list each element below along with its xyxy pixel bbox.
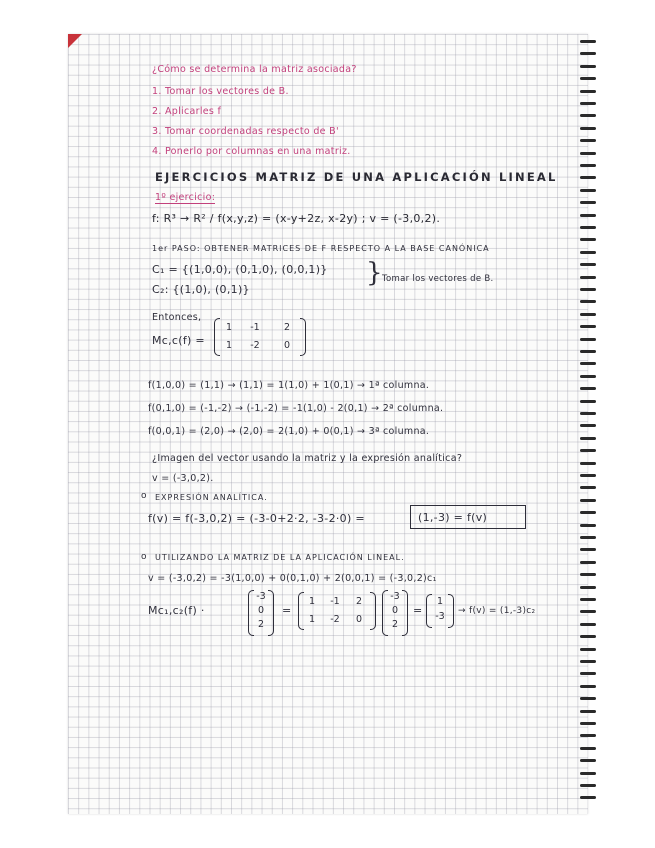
spiral-ring	[580, 226, 596, 229]
spiral-ring	[580, 176, 596, 179]
matrix-cell: -1	[330, 596, 340, 607]
vector-right-bracket	[268, 590, 274, 636]
spiral-ring	[580, 796, 596, 799]
spiral-ring	[580, 672, 596, 675]
analytic-title: EXPRESIÓN ANALÍTICA.	[155, 493, 268, 502]
function-definition: f: R³ → R² / f(x,y,z) = (x-y+2z, x-2y) ; v = (-3,0,2).	[152, 212, 441, 225]
spiral-ring	[580, 722, 596, 725]
vector-cell: 0	[257, 605, 265, 616]
vector-right-bracket	[402, 590, 408, 636]
question-heading: ¿Cómo se determina la matriz asociada?	[152, 64, 357, 75]
spiral-ring	[580, 40, 596, 43]
vector-cell: -3	[256, 591, 266, 602]
matrix-right-bracket	[370, 592, 376, 630]
spiral-ring	[580, 747, 596, 750]
step-4: 4. Ponerlo por columnas en una matriz.	[152, 146, 351, 157]
vector-cell: 2	[257, 619, 265, 630]
vector-right-bracket	[448, 594, 454, 628]
matrix-cell: -2	[330, 614, 340, 625]
vector-v	[248, 590, 274, 636]
matrix-left-bracket	[298, 592, 304, 630]
spiral-ring	[580, 635, 596, 638]
spiral-ring	[580, 77, 596, 80]
curly-brace: }	[366, 258, 383, 288]
image-line-2: f(0,1,0) = (-1,-2) → (-1,-2) = -1(1,0) - 2(0,1) → 2ª columna.	[148, 403, 444, 414]
spiral-ring	[580, 548, 596, 551]
spiral-ring	[580, 412, 596, 415]
vector-v-2	[382, 590, 408, 636]
matrix-left-bracket	[214, 318, 220, 356]
step-2: 2. Aplicarles f	[152, 106, 222, 117]
spiral-ring	[580, 524, 596, 527]
spiral-ring	[580, 685, 596, 688]
v-decomposition: v = (-3,0,2) = -3(1,0,0) + 0(0,1,0) + 2(0,0,1) = (-3,0,2)c₁	[148, 573, 437, 584]
basis-c2: C₂: {(1,0), (0,1)}	[152, 283, 250, 296]
entonces-text: Entonces,	[152, 312, 202, 323]
step-3: 3. Tomar coordenadas respecto de B'	[152, 126, 339, 137]
bullet-icon: o	[141, 491, 147, 501]
spiral-ring	[580, 152, 596, 155]
spiral-ring	[580, 710, 596, 713]
red-corner-tab	[68, 34, 82, 48]
spiral-ring	[580, 238, 596, 241]
matrix-cell: 1	[225, 322, 233, 333]
spiral-ring	[580, 139, 596, 142]
spiral-ring	[580, 387, 596, 390]
matrix-cell: 1	[225, 340, 233, 351]
matrix-cell: 2	[283, 322, 291, 333]
spiral-ring	[580, 375, 596, 378]
spiral-ring	[580, 536, 596, 539]
image-line-1: f(1,0,0) = (1,1) → (1,1) = 1(1,0) + 1(0,1) → 1ª columna.	[148, 380, 430, 391]
matrix-right-bracket	[300, 318, 306, 356]
spiral-ring	[580, 759, 596, 762]
vector-cell: 1	[436, 596, 444, 607]
spiral-ring	[580, 486, 596, 489]
spiral-ring	[580, 623, 596, 626]
matrix-mcc	[214, 318, 306, 356]
vector-cell: -3	[435, 611, 445, 622]
spiral-ring	[580, 648, 596, 651]
spiral-ring	[580, 52, 596, 55]
spiral-ring	[580, 201, 596, 204]
spiral-ring	[580, 400, 596, 403]
matrix-method-title: UTILIZANDO LA MATRIZ DE LA APLICACIÓN LINEAL.	[155, 553, 405, 562]
spiral-ring	[580, 499, 596, 502]
spiral-ring	[580, 573, 596, 576]
spiral-ring	[580, 313, 596, 316]
matrix-label: Mc,c(f) =	[152, 334, 205, 347]
spiral-ring	[580, 350, 596, 353]
equals-sign: =	[413, 604, 423, 617]
spiral-ring	[580, 362, 596, 365]
final-tail: → f(v) = (1,-3)c₂	[458, 606, 536, 616]
image-question: ¿Imagen del vector usando la matriz y la expresión analítica?	[152, 453, 463, 464]
spiral-ring	[580, 586, 596, 589]
v-value: v = (-3,0,2).	[152, 473, 214, 484]
spiral-ring	[580, 462, 596, 465]
spiral-ring	[580, 784, 596, 787]
spiral-ring	[580, 127, 596, 130]
spiral-binding	[580, 40, 600, 810]
spiral-ring	[580, 90, 596, 93]
vector-left-bracket	[426, 594, 432, 628]
spiral-ring	[580, 598, 596, 601]
spiral-ring	[580, 338, 596, 341]
spiral-ring	[580, 449, 596, 452]
spiral-ring	[580, 772, 596, 775]
vector-cell: 2	[391, 619, 399, 630]
image-line-3: f(0,0,1) = (2,0) → (2,0) = 2(1,0) + 0(0,1) → 3ª columna.	[148, 426, 430, 437]
spiral-ring	[580, 214, 596, 217]
matrix-cell: 0	[283, 340, 291, 351]
spiral-ring	[580, 325, 596, 328]
matrix-cell: 2	[355, 596, 363, 607]
spiral-ring	[580, 276, 596, 279]
step1-heading: 1er PASO: OBTENER MATRICES DE F RESPECTO A LA BASE CANÓNICA	[152, 244, 490, 253]
spiral-ring	[580, 511, 596, 514]
vector-cell: -3	[390, 591, 400, 602]
spiral-ring	[580, 610, 596, 613]
matrix-2	[298, 592, 376, 630]
brace-note: Tomar los vectores de B.	[382, 274, 494, 284]
spiral-ring	[580, 561, 596, 564]
matrix-cell: 1	[308, 614, 316, 625]
spiral-ring	[580, 734, 596, 737]
spiral-ring	[580, 660, 596, 663]
step-1: 1. Tomar los vectores de B.	[152, 86, 289, 97]
basis-c1: C₁ = {(1,0,0), (0,1,0), (0,0,1)}	[152, 263, 328, 276]
spiral-ring	[580, 474, 596, 477]
spiral-ring	[580, 251, 596, 254]
exercise-label: 1º ejercicio:	[155, 192, 216, 203]
analytic-line: f(v) = f(-3,0,2) = (-3-0+2·2, -3-2·0) =	[148, 512, 365, 525]
spiral-ring	[580, 164, 596, 167]
vector-cell: 0	[391, 605, 399, 616]
spiral-ring	[580, 300, 596, 303]
matrix-cell: -2	[250, 340, 260, 351]
spiral-ring	[580, 288, 596, 291]
equals-sign: =	[282, 604, 292, 617]
matrix-cell: -1	[250, 322, 260, 333]
matrix-cell: 0	[355, 614, 363, 625]
final-label: Mc₁,c₂(f) ·	[148, 604, 205, 617]
spiral-ring	[580, 102, 596, 105]
spiral-ring	[580, 437, 596, 440]
spiral-ring	[580, 424, 596, 427]
result-vector	[426, 594, 454, 628]
section-title: EJERCICIOS MATRIZ DE UNA APLICACIÓN LINEAL	[155, 170, 558, 184]
spiral-ring	[580, 189, 596, 192]
spiral-ring	[580, 263, 596, 266]
spiral-ring	[580, 65, 596, 68]
analytic-result: (1,-3) = f(v)	[418, 511, 488, 524]
matrix-cell: 1	[308, 596, 316, 607]
spiral-ring	[580, 697, 596, 700]
bullet-icon: o	[141, 552, 147, 562]
spiral-ring	[580, 114, 596, 117]
